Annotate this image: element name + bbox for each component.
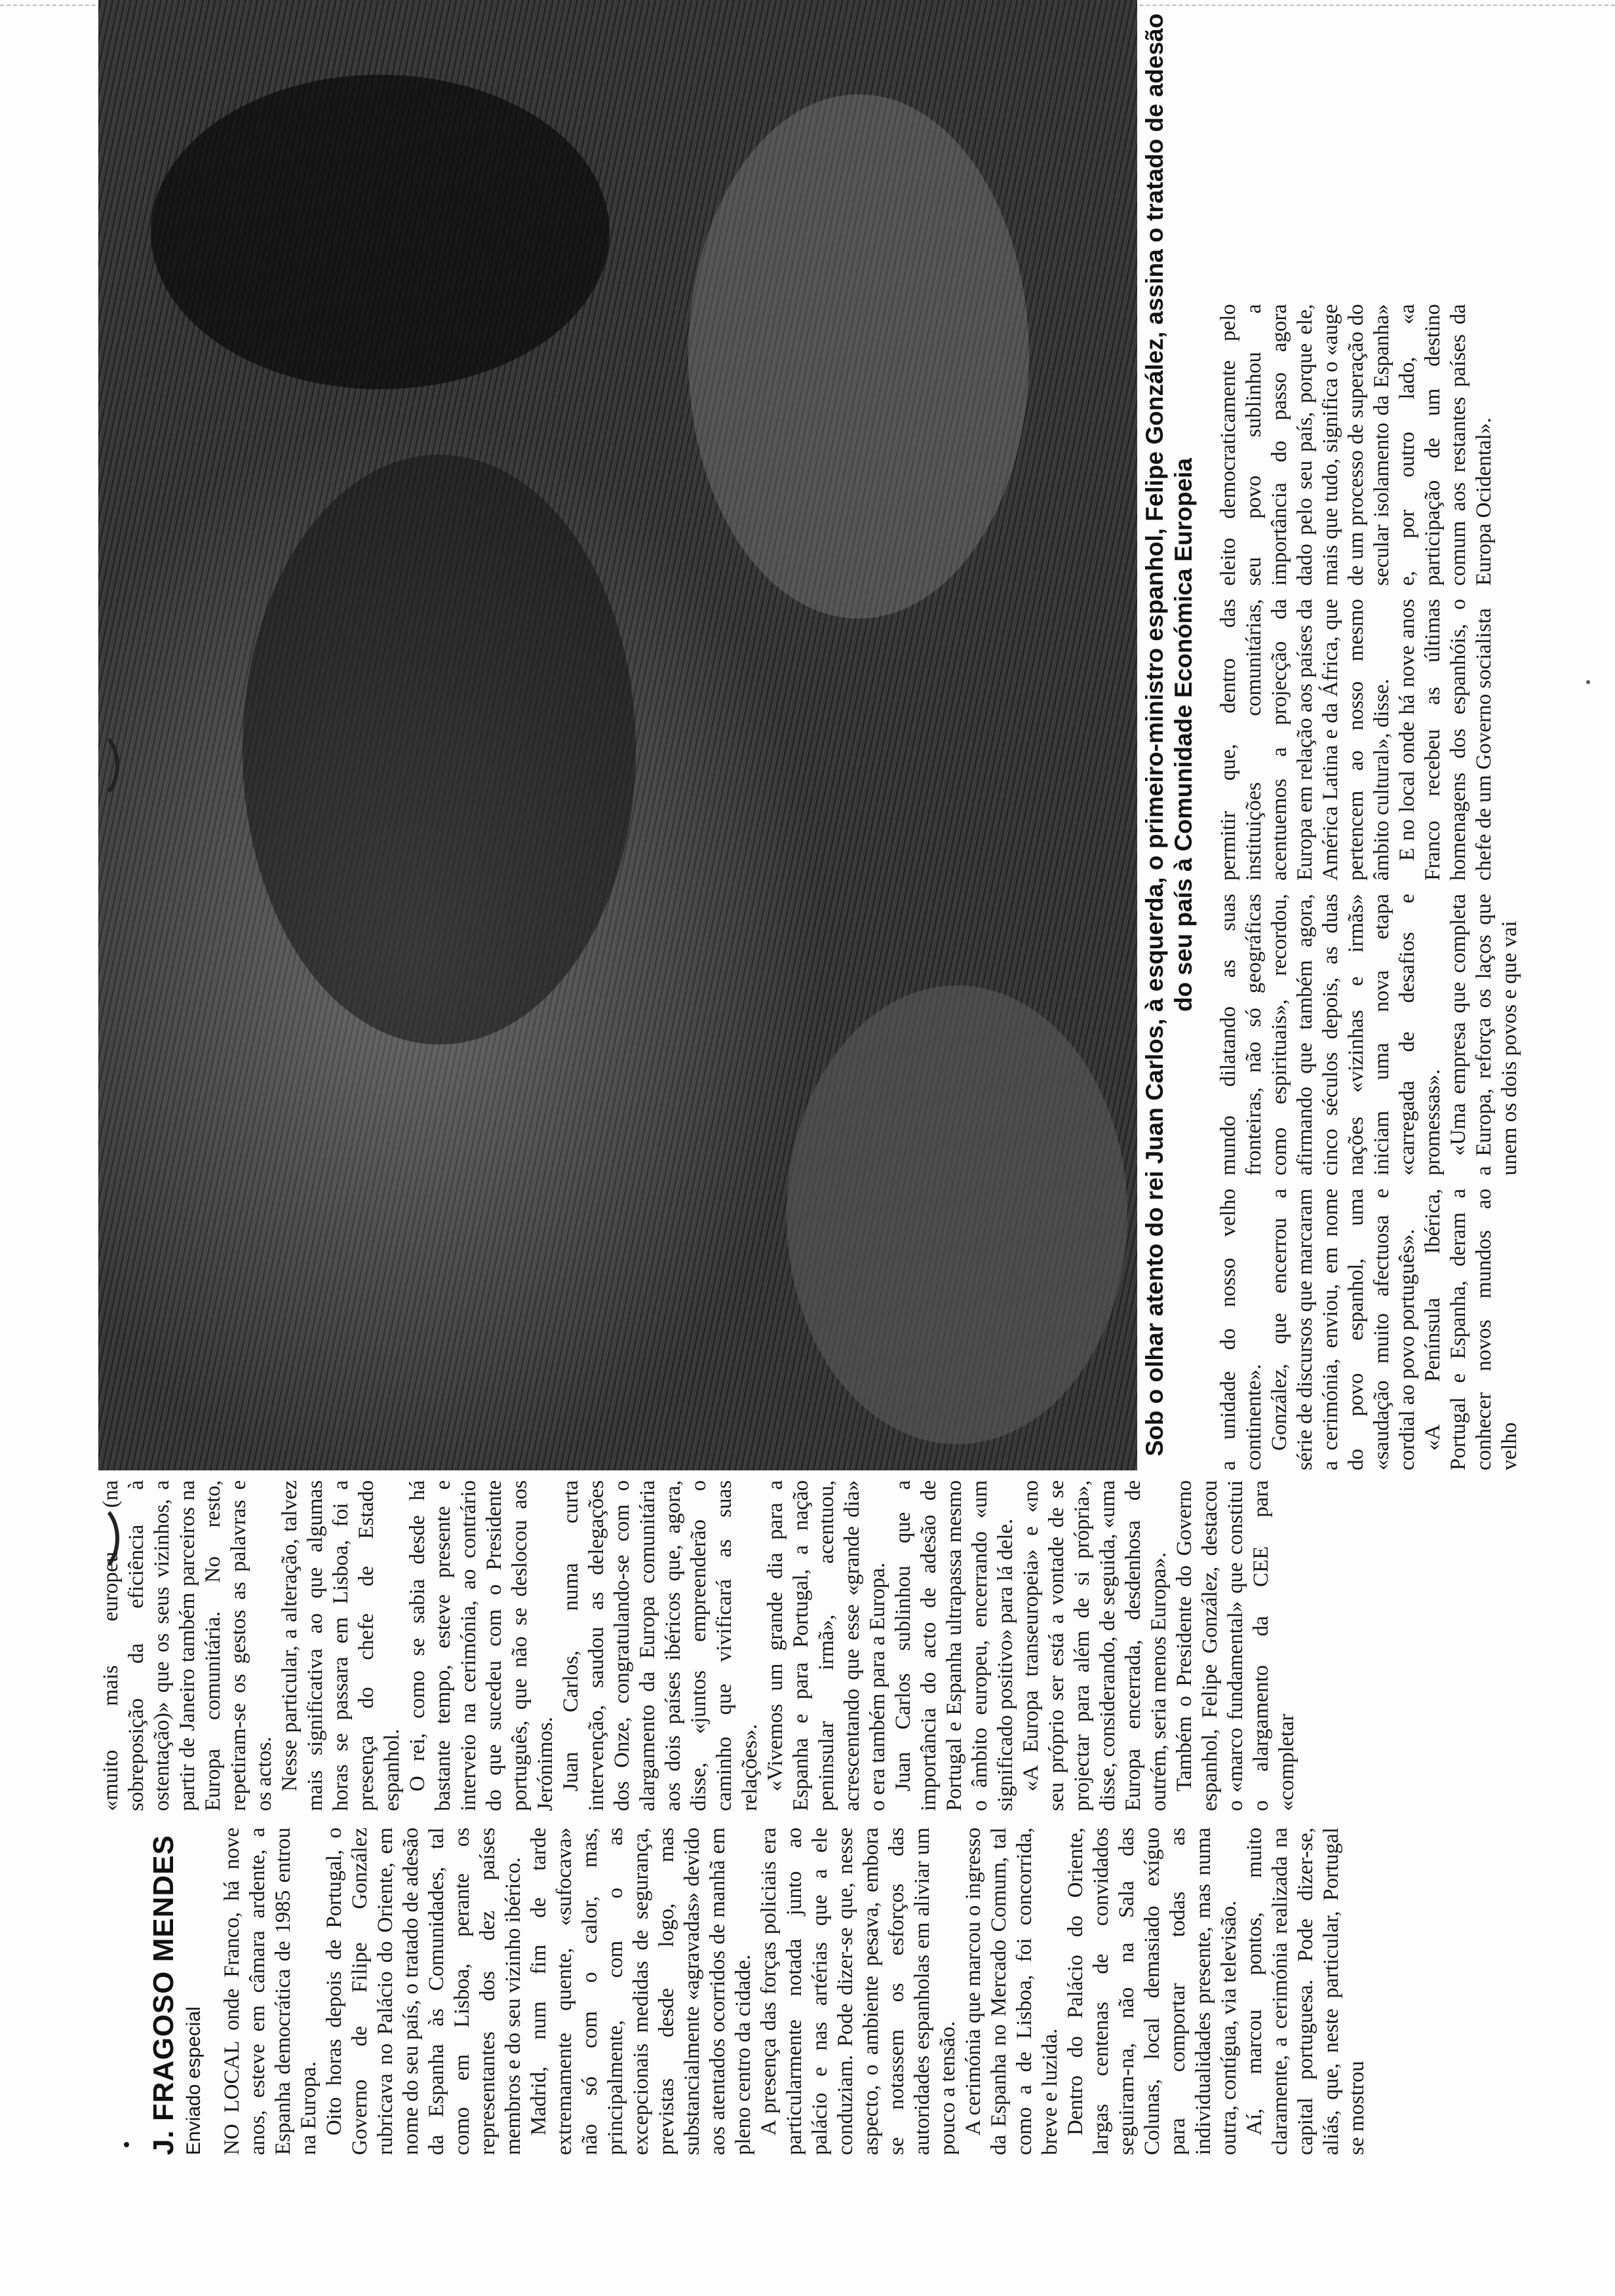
paragraph: NO LOCAL onde Franco, há nove anos, esteve em câmara ardente, a Espanha democrática de 1985 entrou na Europa. [220,1827,321,2155]
paragraph: Juan Carlos, numa curta intervenção, saudou as delegações dos Onze, congratulando-se com o alargamento da Europa comunitária aos dois países ibéricos que, agora, disse, «juntos empreenderão o caminho que vivificará as suas relações». [559,1480,762,1811]
byline [147,1835,205,2155]
paragraph: «A Península Ibérica, Portugal e Espanha, deram a conhecer novos mundos ao velho [1421,1189,1521,1470]
paragraph: «muito mais europeu (na sobreposição da eficiência à ostentação)» que os seus vizinhos, a partir de Janeiro também parceiros na Europa comunitária. No resto, repetiram-se os gestos as palavras e os actos. [99,1480,276,1811]
scan-mark [66,1502,119,1575]
ink-dot [124,2142,129,2147]
paragraph: permitir que, dentro das instituições comunitárias, acentuemos a projecção da Europa em relação aos países da América Latina e da África, que pertencem ao nosso mesmo âmbito cultural», disse. [1216,599,1393,881]
article-column-3 [1216,1189,1523,1470]
paragraph: Juan Carlos sublinhou que a importância do acto de adesão de Portugal e Espanha ultrapassa mesmo o âmbito europeu, encerrando «um significado positivo» para lá dele. [891,1480,1017,1811]
paragraph: Dentro do Palácio do Oriente, largas centenas de convidados seguiram-na, não na Sala das Colunas, local demasiado exíguo para comportar todas as individualidades presente, mas numa outra, contígua, via televisão. [1064,1827,1241,2155]
paragraph: Aí, marcou pontos, muito claramente, a cerimónia realizada na capital portuguesa. Pode dizer-se, aliás, que, neste particular, Portugal se mostrou [1243,1827,1369,2155]
article-column-4 [1216,894,1523,1176]
paragraph: A presença das forças policiais era particularmente notada junto ao palácio e nas artérias que a ele conduziam. Pode dizer-se que, nesse aspecto, o ambiente pesava, embora se notassem os esforços das autoridades espanholas em aliviar um pouco a tensão. [757,1827,960,2155]
author-role: Enviado especial [183,2006,204,2155]
article-column-2 [98,1480,1300,1811]
paragraph: «Uma empresa que completa a Europa, reforça os laços que unem os dois povos e que vai [1447,894,1521,1176]
photo-crowd-shape [787,985,1127,1444]
photo-figure-shape [243,455,636,1044]
paragraph: A cerimónia que marcou o ingresso da Espanha no Mercado Comum, tal como a de Lisboa, foi concorrida, breve e luzida. [962,1827,1062,2155]
article-column-5 [1216,599,1497,881]
paragraph: Nesse particular, a alteração, talvez mais significativa ao que algumas horas se passara em Lisboa, foi a presença do chefe de Estado espanhol. [278,1480,404,1811]
scan-speck [950,221,954,225]
photo-table-shape [688,94,1029,619]
paragraph: Também o Presidente do Governo espanhol, Felipe González, destacou o «marco fundamental» que constitui o alargamento da CEE para «completar [1173,1480,1298,1811]
author-name: J. FRAGOSO MENDES [147,1835,180,2155]
paragraph: a unidade do nosso velho continente». [1216,1189,1266,1470]
photo-caption: Sob o olhar atento do rei Juan Carlos, à esquerda, o primeiro-ministro espanhol, Felipe González, assina o tratado de adesão do seu país à Comunidade Económica Europeia [1141,13,1197,1457]
article-column-1 [220,1827,1370,2155]
paragraph: E no local onde há nove anos Franco recebeu as últimas homenagens dos espanhóis, o chefe de um Governo socialista [1395,599,1496,881]
paragraph: mundo dilatando as suas fronteiras, não só geográficas como espirituais», recordou, afirmando que também agora, cinco séculos depois, as duas nações «vizinhas e irmãs» iniciam uma nova etapa «carregada de desafios e promessas». [1216,894,1445,1176]
paragraph: O rei, como se sabia desde há bastante tempo, esteve presente e interveio na cerimónia, ao contrário do que sucedeu com o Presidente português, que não se deslocou aos Jerónimos. [406,1480,557,1811]
paragraph: Oito horas depois de Portugal, o Governo de Filipe González rubricava no Palácio do Oriente, em nome do seu país, o tratado de adesão da Espanha às Comunidades, tal como em Lisboa, perante os representantes dos dez países membros e do seu vizinho ibérico. [322,1827,525,2155]
paragraph: «Vivemos um grande dia para a Espanha e para Portugal, a nação peninsular irmã», acentuou, acrescentando que esse «grande dia» o era também para a Europa. [764,1480,889,1811]
article-column-6 [1216,304,1497,586]
scan-speck [1586,680,1590,684]
photo-figure-shape [151,75,610,389]
news-photo [98,0,1137,1470]
paragraph: González, que encerrou a série de discursos que marcaram a cerimónia, enviou, em nome do povo espanhol, uma «saudação muito afectuosa e cordial ao povo português». [1268,1189,1419,1470]
paragraph: eleito democraticamente pelo seu povo sublinhou a importância do passo agora dado pelo seu país, porque ele, mais que tudo, significa o «auge de um processo de superação do secular isolamento da Espanha» e, por outro lado, «a participação de um destino comum aos restantes países da Europa Ocidental». [1216,304,1496,586]
paragraph: Madrid, num fim de tarde extremamente quente, «sufocava» não só com o calor, mas, principalmente, com o as excepcionais medidas de segurança, previstas desde logo, mas substancialmente «agravadas» devido aos atentados ocorridos de manhã em pleno centro da cidade. [527,1827,755,2155]
scan-mark [66,729,119,802]
paragraph: «A Europa transeuropeia» e «no seu próprio ser está a vontade de se projectar para além de si própria», disse, considerando, de seguida, «uma Europa encerrada, desdenhosa de outrém, seria menos Europa». [1019,1480,1171,1811]
